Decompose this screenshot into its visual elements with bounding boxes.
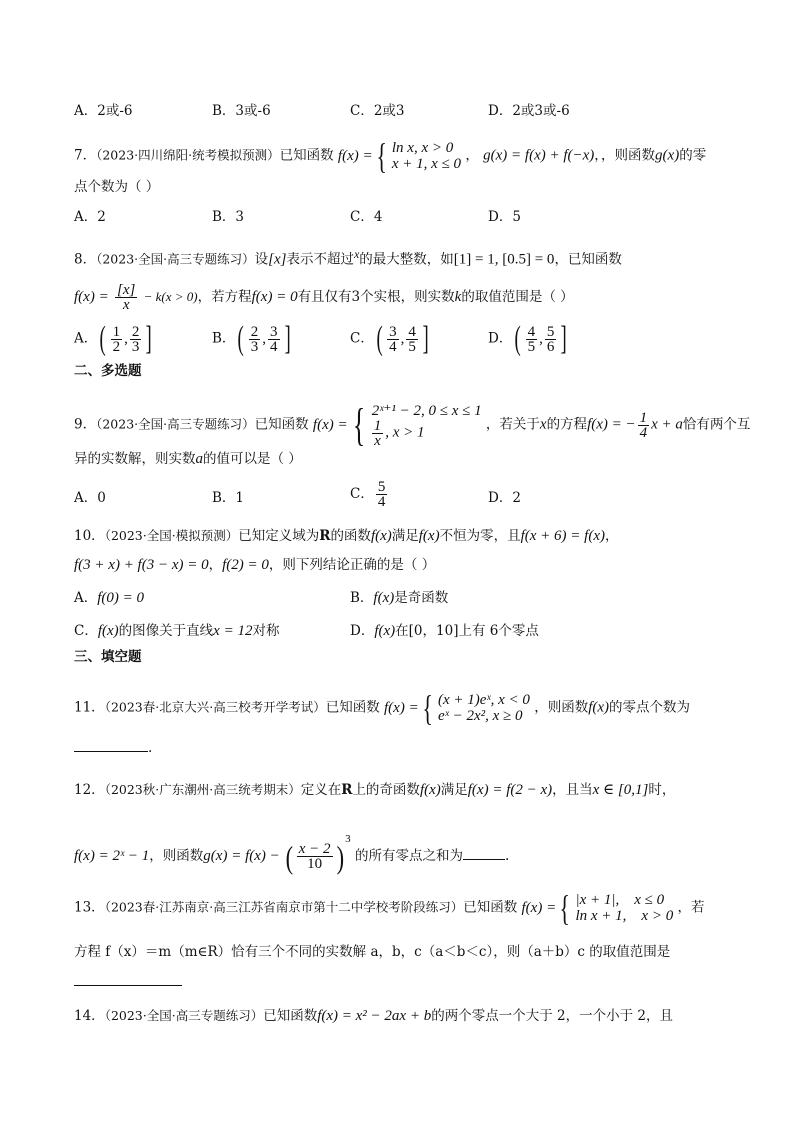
q9-piecewise: f(x) = { 2ˣ⁺¹ − 2, 0 ≤ x ≤ 1 $\frac{1}{x}$ , x > 1 bbox=[312, 399, 482, 450]
q14-line1: 14．（2023·全国·高三专题练习）已知函数f(x) = x² − 2ax + b的两个零点一个大于 2，一个小于 2，且 bbox=[74, 1008, 673, 1024]
q11-answer-line: . bbox=[74, 738, 152, 758]
q9-option-a: A．0 bbox=[74, 490, 106, 506]
q8-line1: 8．（2023·全国·高三专题练习）设[x]表示不超过x的最大整数，如[1] = 1, [0.5] = 0，已知函数 bbox=[74, 247, 622, 268]
q10-option-d: D．f(x)在[0，10]上有 6个零点 bbox=[350, 623, 539, 639]
q12-line1: 12．（2023秋·广东潮州·高三统考期末）定义在R上的奇函数f(x)满足f(x) = f(2 − x)，且当x ∈ [0,1]时， bbox=[74, 782, 676, 798]
q8-line2: f(x) = $\frac{[x]}{x}$ − k(x > 0)，若方程f(x) = 0有且仅有3个实根，则实数k的取值范围是（ ） bbox=[74, 282, 574, 313]
q8-fraction: $\frac{[x]}{x}$ bbox=[116, 282, 136, 313]
section-multi-choice-heading: 二、多选题 bbox=[74, 363, 142, 379]
q9-option-c: C． $\frac{5}{4}$ bbox=[350, 479, 386, 510]
q9-option-d: D．2 bbox=[488, 490, 521, 506]
q10-option-a: A．f(0) = 0 bbox=[74, 590, 145, 606]
q6-option-b: B．3或-6 bbox=[212, 103, 271, 119]
q13-source: （2023春·江苏南京·高三江苏省南京市第十二中学校考阶段练习） bbox=[104, 899, 464, 915]
q13-answer-blank[interactable] bbox=[74, 985, 182, 986]
q13-piecewise: f(x) = { |x + 1|, x ≤ 0 ln x + 1, x > 0 bbox=[521, 888, 674, 928]
q8-source: （2023·全国·高三专题练习） bbox=[96, 251, 255, 267]
q10-line1: 10．（2023·全国·模拟预测）已知定义域为R的函数f(x)满足f(x)不恒为零，且f(x + 6) = f(x)， bbox=[74, 528, 619, 544]
q11-line1: 11．（2023春·北京大兴·高三校考开学考试）已知函数 f(x) = { (x + 1)eˣ, x < 0 eˣ − 2x², x ≥ 0 ，则函数f(x)的零点个数为 bbox=[74, 688, 691, 728]
q14-source: （2023·全国·高三专题练习） bbox=[104, 1008, 264, 1023]
q6-option-c: C．2或3 bbox=[350, 103, 405, 119]
q11-source: （2023春·北京大兴·高三校考开学考试） bbox=[104, 699, 326, 715]
section-fill-blank-heading: 三、填空题 bbox=[74, 649, 142, 665]
q8-option-b: B． ( $\frac{2}{3}$ , $\frac{3}{4}$ ] bbox=[212, 320, 291, 357]
q10-option-c: C．f(x)的图像关于直线x = 12对称 bbox=[74, 623, 280, 639]
q6-option-a: A．2或-6 bbox=[74, 103, 133, 119]
q12-answer-blank[interactable] bbox=[463, 859, 505, 860]
q6-option-d: D．2或3或-6 bbox=[488, 103, 570, 119]
q7-option-d: D．5 bbox=[488, 209, 521, 225]
q7-option-a: A．2 bbox=[74, 209, 106, 225]
q8-option-c: C． ( $\frac{3}{4}$ , $\frac{4}{5}$ ] bbox=[350, 320, 429, 357]
q7-line1: 7．（2023·四川绵阳·统考模拟预测）已知函数 f(x) = { ln x, x > 0 x + 1, x ≤ 0 ， g(x) = f(x) + f(−x)，，则函数g(x)的零 bbox=[74, 136, 707, 176]
q8-option-a: A． ( $\frac{1}{2}$ , $\frac{2}{3}$ ] bbox=[74, 320, 153, 357]
q7-option-b: B．3 bbox=[212, 209, 245, 225]
q10-line2: f(3 + x) + f(3 − x) = 0，f(2) = 0，则下列结论正确的是（ ） bbox=[74, 557, 436, 573]
q9-line2: 异的实数解，则实数a的值可以是（ ） bbox=[74, 451, 302, 467]
q10-source: （2023·全国·模拟预测） bbox=[104, 528, 239, 543]
q9-source: （2023·全国·高三专题练习） bbox=[96, 416, 255, 432]
q12-line2: f(x) = 2ˣ − 1，则函数g(x) = f(x) − ( $\frac{x - 2}{10}$ ) $^3$ 的所有零点之和为 . bbox=[74, 833, 510, 875]
q8-option-d: D． ( $\frac{4}{5}$ , $\frac{5}{6}$ ] bbox=[488, 320, 568, 357]
q10-option-b: B．f(x)是奇函数 bbox=[350, 590, 449, 606]
q13-answer-line bbox=[74, 972, 182, 992]
q7-source: （2023·四川绵阳·统考模拟预测） bbox=[96, 147, 280, 163]
q13-line2: 方程 f（x）＝m（m∈R）恰有三个不同的实数解 a，b，c（a＜b＜c），则（a＋b）c 的取值范围是 bbox=[74, 944, 671, 960]
q13-line1: 13．（2023春·江苏南京·高三江苏省南京市第十二中学校考阶段练习）已知函数 f(x) = { |x + 1|, x ≤ 0 ln x + 1, x > 0 ，若 bbox=[74, 888, 705, 928]
q9-option-b: B．1 bbox=[212, 490, 245, 506]
q11-answer-blank[interactable] bbox=[74, 751, 148, 752]
q9-line1: 9．（2023·全国·高三专题练习）已知函数 f(x) = { 2ˣ⁺¹ − 2, 0 ≤ x ≤ 1 $\frac{1}{x}$ , x > 1 ，若关于x的方程f(x) = − $\frac{1}{4}$ x + a恰有两个互 bbox=[74, 399, 751, 450]
q7-line2: 点个数为（ ） bbox=[74, 179, 160, 195]
q12-source: （2023秋·广东潮州·高三统考期末） bbox=[104, 782, 301, 797]
q7-option-c: C．4 bbox=[350, 209, 383, 225]
q7-piecewise: f(x) = { ln x, x > 0 x + 1, x ≤ 0 bbox=[337, 136, 462, 176]
q11-piecewise: f(x) = { (x + 1)eˣ, x < 0 eˣ − 2x², x ≥ 0 bbox=[384, 688, 530, 728]
